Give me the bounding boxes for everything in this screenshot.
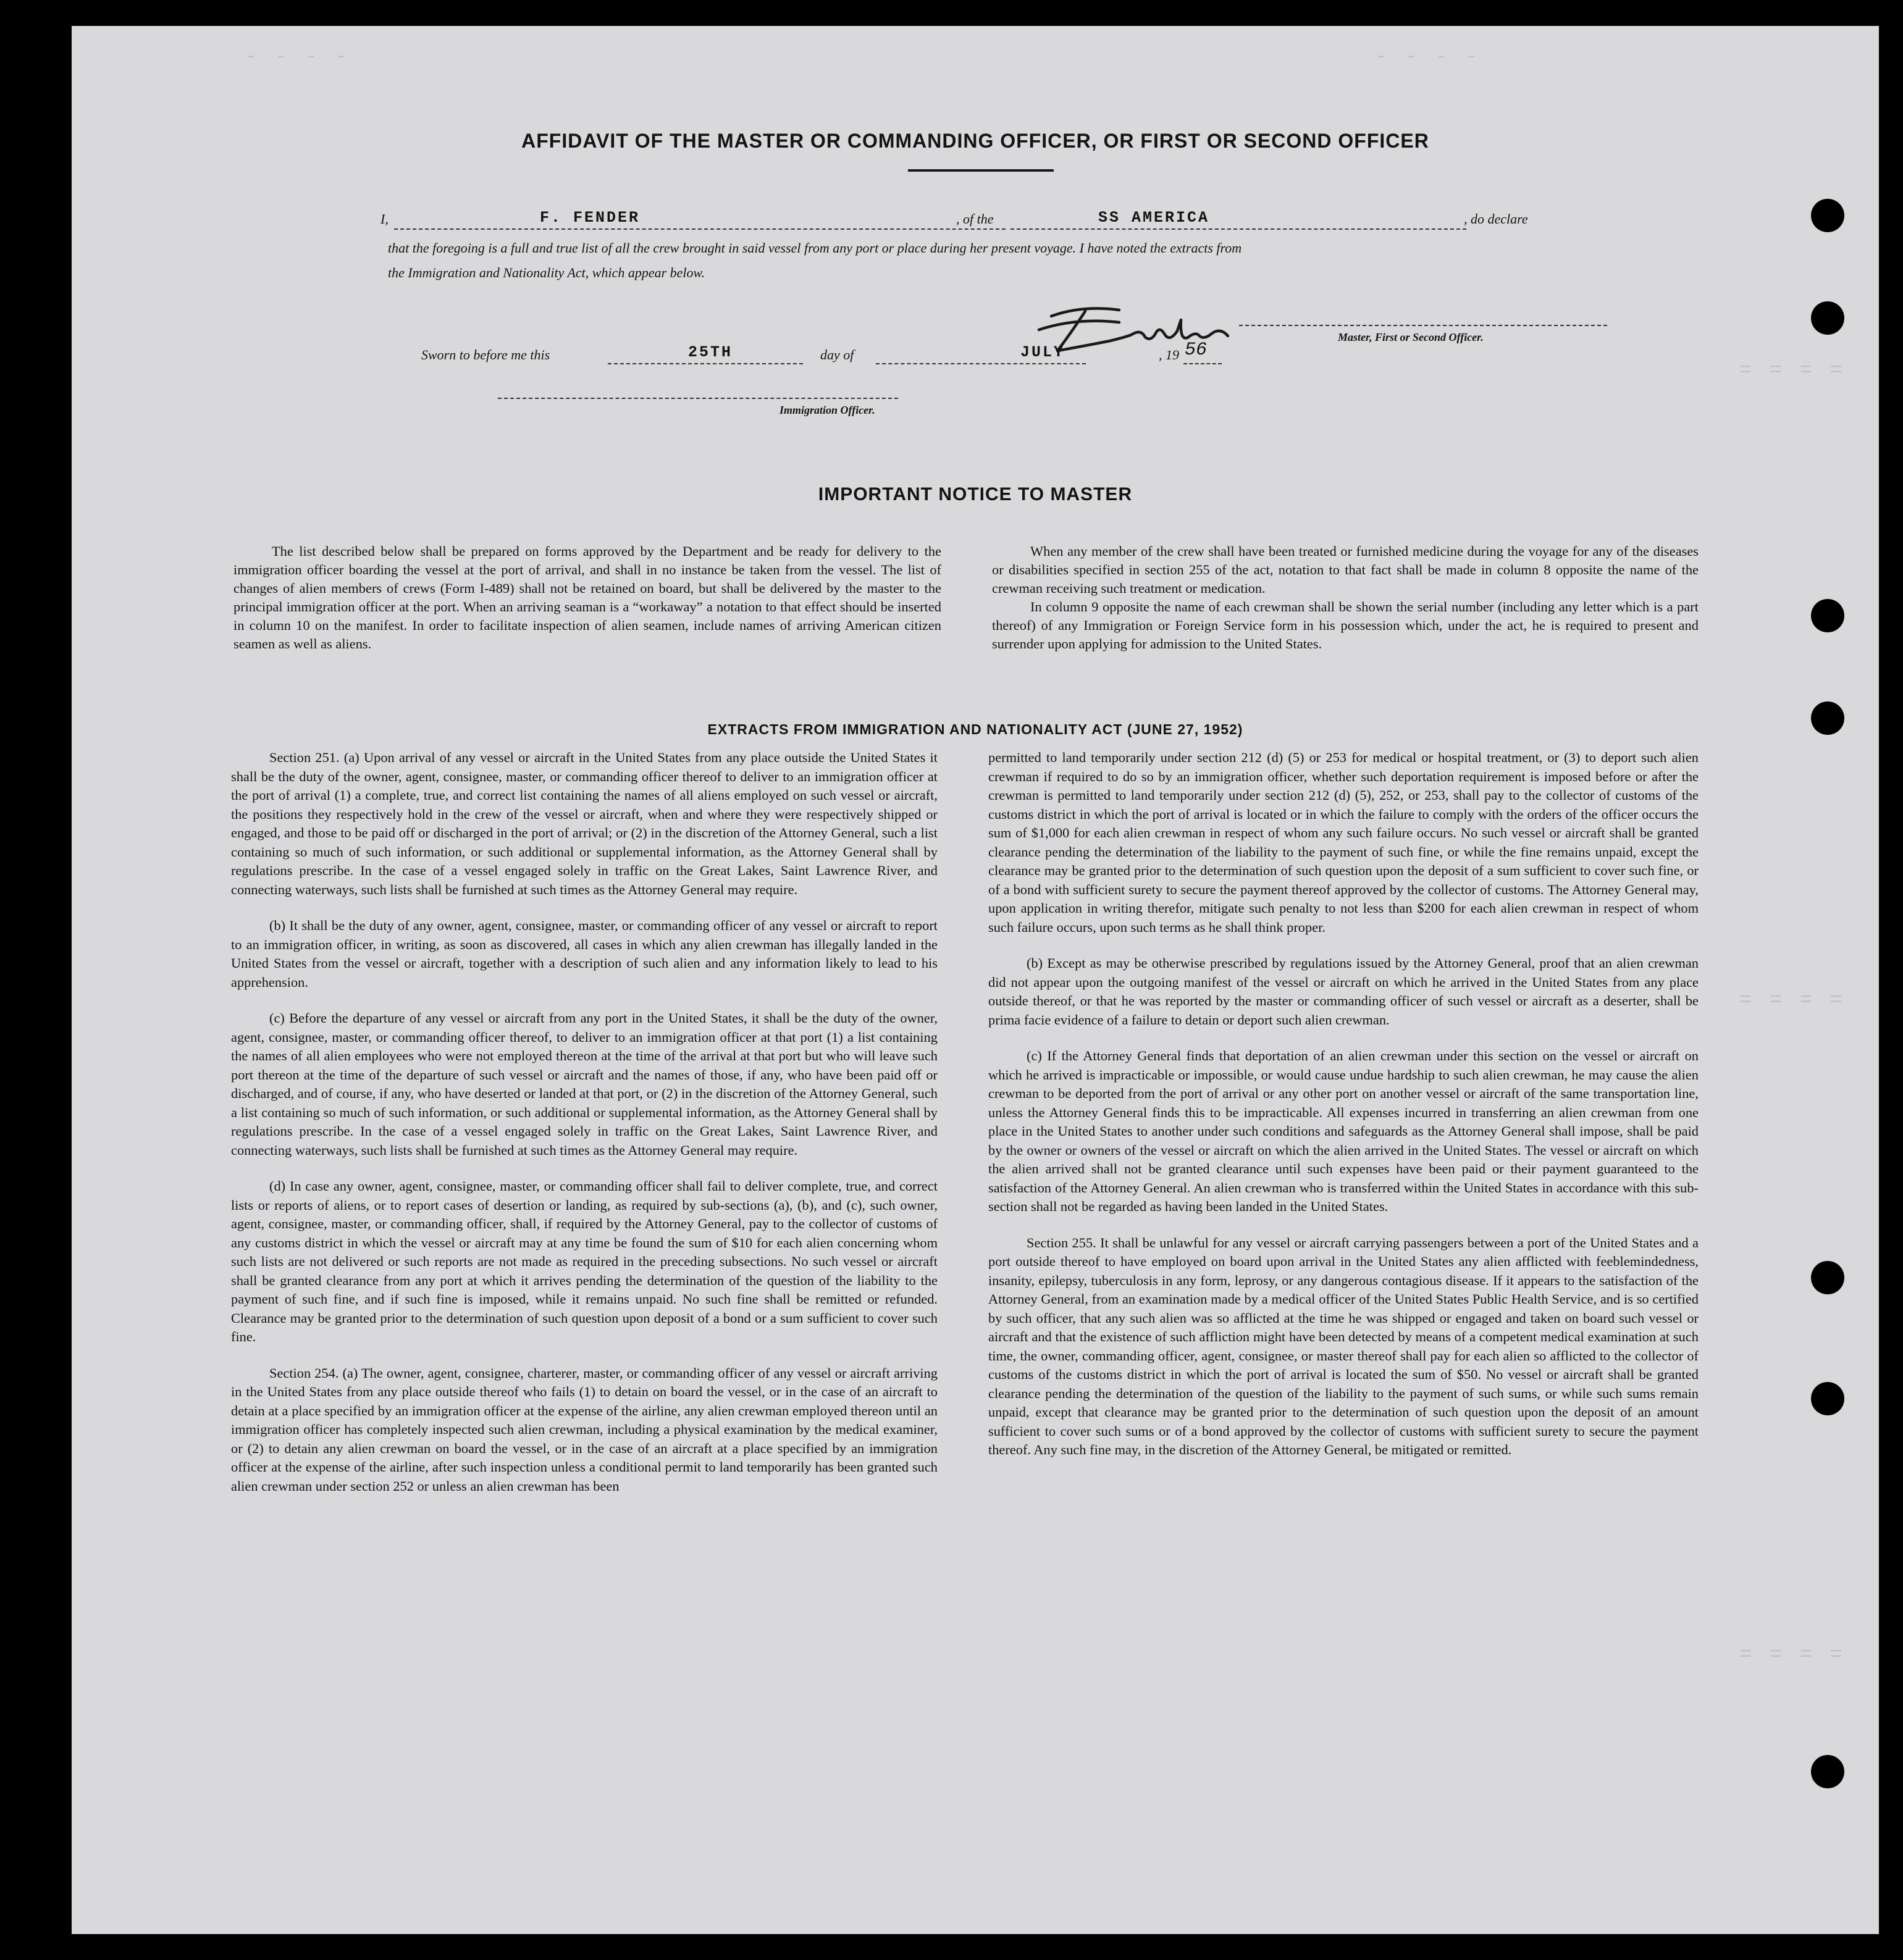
binder-hole-icon [1811,199,1844,232]
signature-line [1239,325,1607,326]
extracts-right-column [988,748,1699,1460]
notice-right-text-2: In column 9 opposite the name of each crewman shall be shown the serial number (including any letter which is a part thereof) of any Immigration or Foreign Service form in his possession which, under the act, he is required to present and surrender upon applying for admission to the United States. [992,599,1699,651]
binder-hole-icon [1811,301,1844,335]
officer-caption: Immigration Officer. [779,404,875,416]
sworn-year: 56 [1185,340,1208,361]
section-251-c: (c) Before the departure of any vessel or aircraft from any port in the United States, it shall be the duty of the owner, agent, consignee, master, or commanding officer thereof, to deliver to an immigration officer at that port (1) a list containing the names of all alien employees who were not employed thereon at the time of the arrival at that port but who will leave such port thereon at the time of the departure of such vessel or aircraft and the names of those, if any, who have been paid off or discharged, and of course, if any, who have deserted or landed at that port, or (2) in the discretion of the Attorney General, such a list containing so much of such information, or such additional or supplemental information, as the Attorney General shall by regulations prescribe. In the case of a vessel engaged solely in traffic on the Great Lakes, Saint Lawrence River, and connecting waterways, such lists shall be furnished at such times as the Attorney General may require. [231,1010,938,1158]
extracts-title: EXTRACTS FROM IMMIGRATION AND NATIONALITY ACT (JUNE 27, 1952) [707,721,1243,737]
section-251-a: Section 251. (a) Upon arrival of any vessel or aircraft in the United States from any place outside the United States it shall be the duty of the owner, agent, consignee, master, or commanding officer thereof to deliver to an immigration officer at the port of arrival (1) a complete, true, and correct list containing the names of all aliens employed on such vessel or aircraft, the positions they respectively hold in the crew of the vessel or aircraft, when and where they were respectively shipped or engaged, and those to be paid off or discharged in the port of arrival; or (2) in the discretion of the Attorney General, such a list containing so much of such information, or such additional or supplemental information, as the Attorney General shall by regulations prescribe. In the case of a vessel engaged solely in traffic on the Great Lakes, Saint Lawrence River, and connecting waterways, such lists shall be furnished at such times as the Attorney General may require. [231,750,938,897]
notice-right-paragraphs [992,542,1699,653]
section-254-b: (b) Except as may be otherwise prescribed by regulations issued by the Attorney General, proof that an alien crewman did not appear upon the outgoing manifest of the vessel or aircraft on which he arrived in the United States from any place outside thereof, or that he was reported by the master or commanding officer of such vessel or aircraft as a deserter, shall be prima facie evidence of a failure to detain or deport such alien crewman. [988,955,1699,1028]
day-of-label: day of [820,347,854,362]
section-251-d: (d) In case any owner, agent, consignee, master, or commanding officer shall fail to deliver complete, true, and correct lists or reports of aliens, or to report cases of desertion or landing, as required by sub-sections (a), (b), and (c), such owner, agent, consignee, master, or commanding officer, shall, if required by the Attorney General, pay to the collector of customs of any customs district in which the vessel or aircraft may at any time be found the sum of $10 for each alien concerning whom such lists are not delivered or such reports are not made as required in the preceding subsections. No such vessel or aircraft shall be granted clearance from any port at which it arrives pending the determination of the question of the liability to the payment of such fine, and if such fine is imposed, while it remains unpaid. No such fine shall be remitted or refunded. Clearance may be granted prior to the determination of such question upon deposit of a bond or a sum sufficient to cover such fine. [231,1178,938,1344]
sworn-prefix: Sworn to before me this [421,347,550,362]
binder-hole-icon [1811,599,1844,632]
notice-right-text-1: When any member of the crew shall have been treated or furnished medicine during the voyage for any of the diseases or disabilities specified in section 255 of the act, notation to that fact shall be made in column 8 opposite the name of the crewman receiving such treatment or medication. [992,543,1699,596]
signature-caption: Master, First or Second Officer. [1338,331,1484,343]
notice-left-paragraph [233,542,941,653]
section-251-b: (b) It shall be the duty of any owner, agent, consignee, master, or commanding officer of any vessel or aircraft to report to an immigration officer, in writing, as soon as discovered, all cases in which any alien crewman has illegally landed in the United States from the vessel or aircraft, together with a description of such alien and any information likely to lead to his apprehension. [231,918,938,990]
of-the-label: , of the [956,211,994,227]
section-254-a: Section 254. (a) The owner, agent, consignee, charterer, master, or commanding officer of any vessel or aircraft arriving in the United States from any place outside thereof who fails (1) to detain on board the vessel, or in the case of an aircraft to detain at a place specified by an immigration officer at the expense of the airline, any alien crewman employed thereon until an immigration officer has completely inspected such alien crewman, including a physical examination by the medical examiner, or (2) to detain any alien crewman on board the vessel, or in the case of an aircraft at a place specified by an immigration officer at the expense of the airline, after such inspection unless a conditional permit to land temporarily has been granted such alien crewman under section 252 or unless an alien crewman has been [231,1365,938,1494]
document-page: - - - - - - - - = = = = = = = = = = = = AFFIDAVIT OF THE MASTER OR COMMANDING OFFICER, OR FIRST OR SECOND OFFICER I, F. FENDER , of the SS AMERICA , do declare that the foregoing is a full and true list of all the crew brought in said vessel from any port or place during her present voyage. I have noted the extracts from the Immigration and Nationality Act, which appear below. Master, First or Second Officer. Sworn to before me this 25TH day of JULY , 19 56 Immigration Officer. IMPORTANT NOTICE TO MASTER The list described below shall be prepared on forms approved by the Department and be ready for delivery to the immigration officer boarding the vessel at the port of arrival, and shall in no instance be taken from the vessel. The list of changes of alien members of crews (Form I-489) shall not be retained on board, but shall be delivered by the master to the principal immigration officer at the port. When an arriving seaman is a “workaway” a notation to that effect should be inserted in column 10 on the manifest. In order to facilitate inspection of alien seamen, include names of arriving American citizen seamen as well as aliens. When any member of the crew shall have been treated or furnished medicine during the voyage for any of the diseases or disabilities specified in section 255 of the act, notation to that fact shall be made in column 8 opposite the name of the crewman receiving such treatment or medication. In column 9 opposite the name of each crewman shall be shown the serial number (including any letter which is a part thereof) of any Immigration or Foreign Service form in his possession which, under the act, he is required to present and surrender upon applying for admission to the United States. EXTRACTS FROM IMMIGRATION AND NATIONALITY ACT (JUNE 27, 1952) Section 251. (a) Upon arrival of any vessel or aircraft in the United States from any place outside the United States it shall be the duty of the owner, agent, consignee, master, or commanding officer thereof to deliver to an immigration officer at the port of arrival (1) a complete, true, and correct list containing the names of all aliens employed on such vessel or aircraft, the positions they respectively hold in the crew of the vessel or aircraft, when and where they were respectively shipped or engaged, and those to be paid off or discharged in the port of arrival; or (2) in the discretion of the Attorney General, such a list containing so much of such information, or such additional or supplemental information, as the Attorney General shall by regulations prescribe. In the case of a vessel engaged solely in traffic on the Great Lakes, Saint Lawrence River, and connecting waterways, such lists shall be furnished at such times as the Attorney General may require. (b) It shall be the duty of any owner, agent, consignee, master, or commanding officer of any vessel or aircraft to report to an immigration officer, in writing, as soon as discovered, all cases in which any alien crewman has illegally landed in the United States from the vessel or aircraft, together with a description of such alien and any information likely to lead to his apprehension. (c) Before the departure of any vessel or aircraft from any port in the United States, it shall be the duty of the owner, agent, consignee, master, or commanding officer thereof, to deliver to an immigration officer at that port (1) a list containing the names of all alien employees who were not employed thereon at the time of the arrival at that port but who will leave such port thereon at the time of the departure of such vessel or aircraft and the names of those, if any, who have been paid off or discharged, and of course, if any, who have deserted or landed at that port, or (2) in the discretion of the Attorney General, such a list containing so much of such information, or such additional or supplemental information, as the Attorney General shall by regulations prescribe. In the case of a vessel engaged solely in traffic on the Great Lakes, Saint Lawrence River, and connecting waterways, such lists shall be furnished at such times as the Attorney General may require. (d) In case any owner, agent, consignee, master, or commanding officer shall fail to deliver complete, true, and correct lists or reports of aliens, or to report cases of desertion or landing, as required by sub-sections (a), (b), and (c), such owner, agent, consignee, master, or commanding officer, shall, if required by the Attorney General, pay to the collector of customs of any customs district in which the vessel or aircraft may at any time be found the sum of $10 for each alien concerning whom such lists are not delivered or such reports are not made as required in the preceding subsections. No such vessel or aircraft shall be granted clearance from any port at which it arrives pending the determination of the question of the liability to the payment of such fine, and if such fine is imposed, while it remains unpaid. No such fine shall be remitted or refunded. Clearance may be granted prior to the determination of such question upon deposit of a bond or a sum sufficient to cover such fine. Section 254. (a) The owner, agent, consignee, charterer, master, or commanding officer of any vessel or aircraft arriving in the United States from any place outside thereof who fails (1) to detain on board the vessel, or in the case of an aircraft to detain at a place specified by an immigration officer at the expense of the airline, any alien crewman employed thereon until an immigration officer has completely inspected such alien crewman, including a physical examination by the medical examiner, or (2) to detain any alien crewman on board the vessel, or in the case of an aircraft at a place specified by an immigration officer at the expense of the airline, after such inspection unless a conditional permit to land temporarily has been granted such alien crewman under section 252 or unless an alien crewman has been permitted to land temporarily under section 212 (d) (5) or 253 for medical or hospital treatment, or (3) to deport such alien crewman if required to do so by an immigration officer, whether such deportation requirement is imposed before or after the crewman is permitted to land temporarily under section 212 (d) (5), 252, or 253, shall pay to the collector of customs of the customs district in which the port of arrival is located or in which the failure to comply with the orders of the officer occurs the sum of $1,000 for each alien crewman in respect of whom any such failure occurs. No such vessel or aircraft shall be granted clearance pending the determination of the liability to the payment of such fine, or while the fine remains unpaid, except the clearance may be granted prior to the determination of such question upon the deposit of a sum sufficient to cover such fine, or of a bond with sufficient surety to secure the payment thereof approved by the collector of customs. The Attorney General may, upon application in writing therefor, mitigate such penalty to not less than $200 for each alien crewman in respect of whom such failure occurs, upon such terms as he shall think proper. (b) Except as may be otherwise prescribed by regulations issued by the Attorney General, proof that an alien crewman did not appear upon the outgoing manifest of the vessel or aircraft on which he arrived in the United States from any place outside thereof, or that he was reported by the master or commanding officer of such vessel or aircraft as a deserter, shall be prima facie evidence of a failure to detain or deport such alien crewman. (c) If the Attorney General finds that deportation of an alien crewman under this section on the vessel or aircraft on which he arrived is impracticable or impossible, or would cause undue hardship to such alien crewman, he may cause the alien crewman to be deported from the port of arrival or any other port on another vessel or aircraft of the same transportation line, unless the Attorney General finds this to be impracticable. All expenses incurred in transferring an alien crewman from one place in the United States to another under such conditions and safeguards as the Attorney General shall impose, shall be paid by the owner or owners of the vessel or aircraft on which the alien arrived in the United States. The vessel or aircraft on which the alien arrived shall not be granted clearance until such expenses have been paid or their payment guaranteed to the satisfaction of the Attorney General. An alien crewman who is transferred within the United States in accordance with this sub-section shall not be regarded as having been landed in the United States. Section 255. It shall be unlawful for any vessel or aircraft carrying passengers between a port of the United States and a port outside thereof to have employed on board upon arrival in the United States any alien afflicted with feeblemindedness, insanity, epilepsy, tuberculosis in any form, leprosy, or any dangerous contagious disease. If it appears to the satisfaction of the Attorney General, from an examination made by a medical officer of the United States Public Health Service, and is so certified by such officer, that any such alien was so afflicted at the time he was shipped or engaged and taken on board such vessel or aircraft and that the existence of such affliction might have been detected by means of a competent medical examination at such time, the owner, commanding officer, agent, consignee, or master thereof shall pay for each alien so afflicted to the collector of customs of the customs district in which the port of arrival is located the sum of $50. No vessel or aircraft shall be granted clearance pending the determination of the question of the liability to the payment of such sums, or while such sums remain unpaid, except that clearance may be granted prior to the determination of such question upon the deposit of an amount sufficient to cover such sums or of a bond approved by the collector of customs with sufficient surety to secure the payment thereof. Any such fine may, in the discretion of the Attorney General, be mitigated or remitted. [72,26,1879,1934]
day-line [608,363,803,364]
title-rule [908,169,1054,172]
vessel-line [1010,228,1466,230]
notice-left-text: The list described below shall be prepared on forms approved by the Department and be ready for delivery to the immigration officer boarding the vessel at the port of arrival, and shall in no instance be taken from the vessel. The list of changes of alien members of crews (Form I-489) shall not be retained on board, but shall be delivered by the master to the principal immigration officer at the port. When an arriving seaman is a “workaway” a notation to that effect should be inserted in column 10 on the manifest. In order to facilitate inspection of alien seamen, include names of arriving American citizen seamen as well as aliens. [233,543,941,651]
name-line [394,228,1006,230]
month-line [876,363,1086,364]
extracts-left-column [231,748,938,1496]
vessel-name: SS AMERICA [1098,209,1210,227]
section-254-c: (c) If the Attorney General finds that deportation of an alien crewman under this section on the vessel or aircraft on which he arrived is impracticable or impossible, or would cause undue hardship to such alien crewman, he may cause the alien crewman to be deported from the port of arrival or any other port on another vessel or aircraft of the same transportation line, unless the Attorney General finds this to be impracticable. All expenses incurred in transferring an alien crewman from one place in the United States to another under such conditions and safeguards as the Attorney General shall impose, shall be paid by the owner or owners of the vessel or aircraft on which the alien arrived in the United States. The vessel or aircraft on which the alien arrived shall not be granted clearance until such expenses have been paid or their payment guaranteed to the satisfaction of the Attorney General. An alien crewman who is transferred within the United States in accordance with this sub-section shall not be regarded as having been landed in the United States. [988,1048,1699,1214]
binder-hole-icon [1811,1382,1844,1415]
year-prefix: , 19 [1159,347,1179,362]
declaration-text-line-2: the Immigration and Nationality Act, which appear below. [388,265,705,280]
do-declare-label: , do declare [1464,211,1528,227]
year-line [1183,363,1222,364]
declarant-name: F. FENDER [540,209,641,227]
affidavit-title: AFFIDAVIT OF THE MASTER OR COMMANDING OFFICER, OR FIRST OR SECOND OFFICER [521,130,1429,152]
declaration-prefix: I, [380,211,389,227]
declaration-text-line-1: that the foregoing is a full and true list of all the crew brought in said vessel from any port or place during her present voyage. I have noted the extracts from [388,240,1242,256]
binder-hole-icon [1811,1261,1844,1294]
section-254-a-continued: permitted to land temporarily under section 212 (d) (5) or 253 for medical or hospital treatment, or (3) to deport such alien crewman if required to do so by an immigration officer, whether such deportation requirement is imposed before or after the crewman is permitted to land temporarily under section 212 (d) (5), 252, or 253, shall pay to the collector of customs of the customs district in which the port of arrival is located or in which the failure to comply with the orders of the officer occurs the sum of $1,000 for each alien crewman in respect of whom any such failure occurs. No such vessel or aircraft shall be granted clearance pending the determination of the liability to the payment of such fine, or while the fine remains unpaid, except the clearance may be granted prior to the determination of such question upon the deposit of a sum sufficient to cover such fine, or of a bond with sufficient surety to secure the payment thereof approved by the collector of customs. The Attorney General may, upon application in writing therefor, mitigate such penalty to not less than $200 for each alien crewman in respect of whom such failure occurs, upon such terms as he shall think proper. [988,750,1699,935]
sworn-day: 25TH [688,343,733,361]
declaration-text [388,236,1633,285]
binder-hole-icon [1811,1755,1844,1788]
section-255: Section 255. It shall be unlawful for any vessel or aircraft carrying passengers between a port of the United States and a port outside thereof to have employed on board upon arrival in the United States any alien afflicted with feeblemindedness, insanity, epilepsy, tuberculosis in any form, leprosy, or any dangerous contagious disease. If it appears to the satisfaction of the Attorney General, from an examination made by a medical officer of the United States Public Health Service, and is so certified by such officer, that any such alien was so afflicted at the time he was shipped or engaged and taken on board such vessel or aircraft and that the existence of such affliction might have been detected by means of a competent medical examination at such time, the owner, commanding officer, agent, consignee, or master thereof shall pay for each alien so afflicted to the collector of customs of the customs district in which the port of arrival is located the sum of $50. No vessel or aircraft shall be granted clearance pending the determination of the question of the liability to the payment of such sums, or while such sums remain unpaid, except that clearance may be granted prior to the determination of such question upon the deposit of an amount sufficient to cover such sums or of a bond approved by the collector of customs with sufficient surety to secure the payment thereof. Any such fine may, in the discretion of the Attorney General, be mitigated or remitted. [988,1234,1699,1457]
officer-line [498,398,898,399]
sworn-month: JULY [1020,343,1065,361]
notice-title: IMPORTANT NOTICE TO MASTER [818,484,1133,505]
